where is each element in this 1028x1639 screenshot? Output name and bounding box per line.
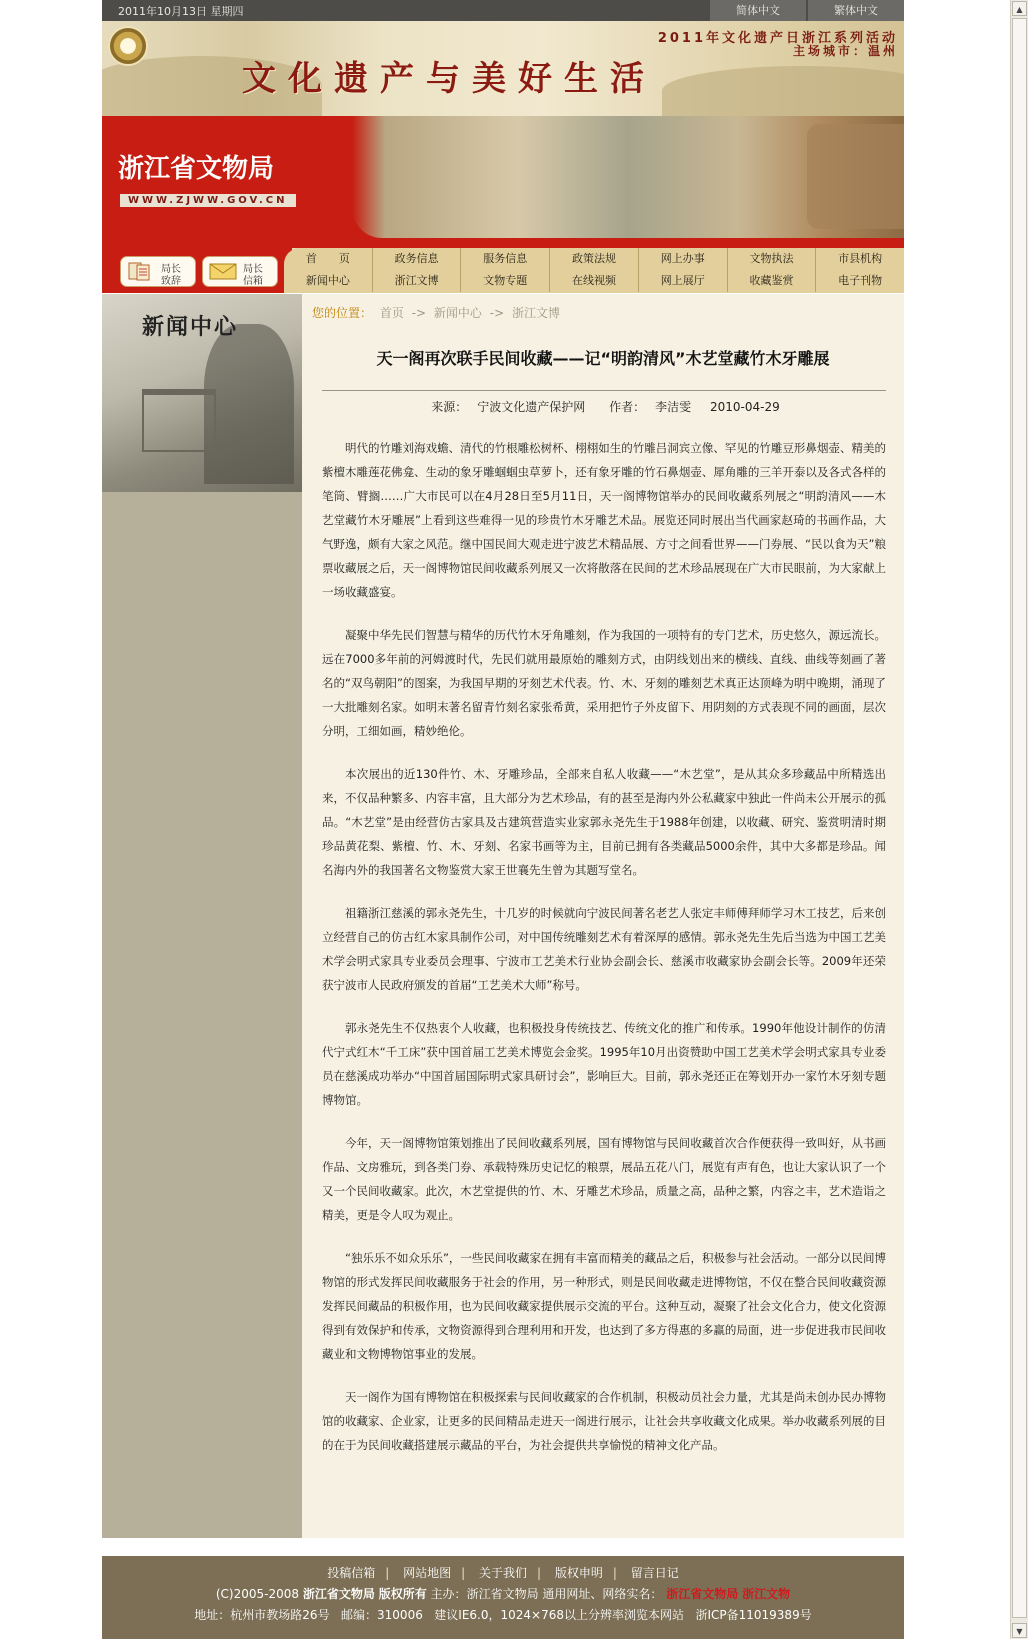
simplified-chinese-link[interactable]: 简体中文 — [710, 0, 806, 21]
nav-news-center[interactable]: 新闻中心 — [284, 270, 373, 292]
banner-subtitle: 2011年文化遗产日浙江系列活动 — [657, 31, 898, 46]
nav-online-services[interactable]: 网上办事 — [639, 248, 728, 270]
site-footer — [102, 1556, 904, 1639]
site-header — [102, 116, 904, 248]
navigation-area — [102, 248, 904, 293]
article-paragraph: 祖籍浙江慈溪的郭永尧先生，十几岁的时候就向宁波民间著名老艺人张定丰师傅拜师学习木工技艺，后来创立经营自己的仿古红木家具制作公司，对中国传统雕刻艺术有着深厚的感情。郭永尧先生先后当选为中国工艺美术学会明式家具专业委员会理事、宁波市工艺美术行业协会副会长、慈溪市收藏家协会副会长等。2009年还荣获宁波市人民政府颁发的首届“工艺美术大师”称号。 — [322, 906, 886, 992]
top-bar — [102, 0, 904, 21]
heritage-day-banner — [102, 21, 904, 116]
nav-collection[interactable]: 收藏鉴赏 — [728, 270, 817, 292]
article-paragraph: 凝聚中华先民们智慧与精华的历代竹木牙角雕刻，作为我国的一项特有的专门艺术，历史悠久，源远流长。远在7000多年前的河姆渡时代，先民们就用最原始的雕刻方式，由阴线划出来的横线、直线、曲线等刻画了著名的“双鸟朝阳”的图案，为我国早期的牙刻艺术代表。竹、木、牙刻的雕刻艺术真正达顶峰为明中晚期，涌现了一大批雕刻名家。如明末著名留青竹刻名家张希黄，采用把竹子外皮留下、用阴刻的方式表现不同的画面，层次分明，工细如画，精妙绝伦。 — [322, 628, 886, 738]
nav-service-info[interactable]: 服务信息 — [461, 248, 550, 270]
director-mailbox-label-2: 信箱 — [243, 276, 263, 287]
envelope-icon — [209, 262, 237, 281]
footer-links: 投稿信箱 | 网站地图 | 关于我们 | 版权申明 | 留言日记 — [327, 1566, 679, 1580]
article-date: 2010-04-29 — [709, 400, 780, 414]
article-panel — [302, 294, 904, 1538]
article-paragraph: 郭永尧先生不仅热衷个人收藏，也积极投身传统技艺、传统文化的推广和传承。1990年他设计制作的仿清代宁式红木“千工床”获中国首届工艺美术博览会金奖。1995年10月出资赞助中国工艺美术学会明式家具专业委员在慈溪成功举办“中国首届国际明式家具研讨会”，影响巨大。目前，郭永尧还正在筹划开办一家竹木牙刻专题博物馆。 — [322, 1021, 886, 1107]
nav-government-info[interactable]: 政务信息 — [373, 248, 462, 270]
director-speech-label-2: 致辞 — [161, 276, 181, 287]
breadcrumb-zhejiang-museums[interactable]: 浙江文博 — [511, 306, 560, 320]
news-center-header-image — [102, 294, 302, 492]
footer-link-submission[interactable]: 投稿信箱 — [327, 1566, 376, 1580]
scroll-down-icon[interactable]: ▼ — [1012, 1623, 1027, 1638]
sponsor: 浙江省文物局 — [466, 1587, 539, 1601]
article-source: 宁波文化遗产保护网 — [477, 400, 586, 414]
nav-home[interactable]: 首 页 — [284, 248, 373, 270]
left-sidebar — [102, 294, 302, 1538]
traditional-chinese-link[interactable]: 繁体中文 — [808, 0, 904, 21]
breadcrumb-label: 您的位置： — [312, 306, 373, 320]
copyright-org: 浙江省文物局 — [302, 1587, 375, 1601]
article-meta — [302, 398, 904, 415]
title-divider — [322, 390, 886, 391]
pavilion-decoration — [142, 389, 216, 452]
scroll-up-icon[interactable]: ▲ — [1012, 1, 1027, 16]
menu-row-1 — [284, 248, 904, 270]
article-paragraph: 天一阁作为国有博物馆在积极探索与民间收藏家的合作机制，积极动员社会力量，尤其是尚未创办民办博物馆的收藏家、企业家，让更多的民间精品走进天一阁进行展示，让社会共享收藏文化成果。举办收藏系列展的目的在于为民间收藏搭建展示藏品的平台，为社会提供共享愉悦的精神文化产品。 — [322, 1390, 886, 1452]
nav-local-agencies[interactable]: 市县机构 — [838, 252, 883, 265]
nav-zhejiang-museums[interactable]: 浙江文博 — [373, 270, 462, 292]
footer-link-guestbook[interactable]: 留言日记 — [630, 1566, 679, 1580]
nav-online-video[interactable]: 在线视频 — [550, 270, 639, 292]
site-logo-name[interactable]: 浙江省文物局 — [118, 154, 275, 184]
network-name-2: 浙江文物 — [742, 1587, 791, 1601]
footer-address: 地址：杭州市教场路26号 — [194, 1608, 330, 1622]
banner-host-city: 主场城市：温州 — [792, 44, 898, 58]
footer-contact — [102, 1606, 904, 1623]
footer-browser-tip: 建议IE6.0，1024×768以上分辨率浏览本网站 — [434, 1608, 685, 1622]
article-title: 天一阁再次联手民间收藏——记“明韵清风”木艺堂藏竹木牙雕展 — [376, 349, 830, 368]
director-speech-label-1: 局长 — [161, 264, 181, 275]
sidebar-title: 新闻中心 — [142, 314, 239, 340]
breadcrumb-news-center[interactable]: 新闻中心 — [433, 306, 482, 320]
footer-link-sitemap[interactable]: 网站地图 — [403, 1566, 452, 1580]
header-artwork — [352, 116, 904, 238]
director-buttons — [102, 248, 292, 293]
footer-postcode: 邮编：310006 — [341, 1608, 423, 1622]
nav-online-exhibition[interactable]: 网上展厅 — [639, 270, 728, 292]
footer-copyright — [102, 1585, 904, 1602]
source-label: 来源： — [431, 400, 468, 414]
article-paragraph: 本次展出的近130件竹、木、牙雕珍品，全部来自私人收藏——“木艺堂”，是从其众多珍藏品中所精选出来，不仅品种繁多、内容丰富，且大部分为艺术珍品，有的甚至是海内外公私藏家中独此一件尚未公开展示的孤品。“木艺堂”是由经营仿古家具及古建筑营造实业家郭永尧先生于1988年创建，以收藏、研究、鉴赏明清时期珍品黄花梨、紫檀、竹、木、牙刻、名家书画等为主，目前已拥有各类藏品5000余件，其中大多都是珍品。闻名海内外的我国著名文物鉴赏大家王世襄先生曾为其题写堂名。 — [322, 767, 886, 877]
document-icon — [127, 262, 155, 281]
director-mailbox-label-1: 局长 — [243, 264, 263, 275]
article-body — [322, 436, 886, 1476]
heritage-emblem-icon — [108, 26, 148, 66]
breadcrumb-separator: -> — [411, 306, 427, 320]
breadcrumb-separator: -> — [489, 306, 505, 320]
sponsor-label: 主办： — [430, 1587, 467, 1601]
network-names-label: 通用网址、网络实名： — [542, 1587, 663, 1601]
bronze-mask-image — [807, 124, 904, 229]
nav-e-journal[interactable]: 电子刊物 — [838, 274, 883, 287]
site-url: WWW.ZJWW.GOV.CN — [120, 194, 296, 207]
current-date: 2011年10月13日 星期四 — [118, 5, 244, 18]
landscape-decoration — [662, 66, 904, 116]
nav-enforcement[interactable]: 文物执法 — [728, 248, 817, 270]
network-name-1: 浙江省文物局 — [666, 1587, 739, 1601]
pine-tree-decoration — [204, 324, 294, 484]
article-author: 李洁雯 — [655, 400, 692, 414]
page-wrapper — [102, 0, 904, 1639]
article-paragraph: 今年，天一阁博物馆策划推出了民间收藏系列展，国有博物馆与民间收藏首次合作便获得一致叫好，从书画作品、文房雅玩，到各类门券、承载特殊历史记忆的粮票，展品五花八门，展览有声有色，也让大家认识了一个又一个民间收藏家。此次，木艺堂提供的竹、木、牙雕艺术珍品，质量之高，品种之繁，内容之丰，艺术造诣之精美，更是令人叹为观止。 — [322, 1136, 886, 1222]
footer-icp: 浙ICP备11019389号 — [695, 1608, 812, 1622]
breadcrumb-home[interactable]: 首页 — [379, 306, 404, 320]
director-mailbox-button[interactable] — [202, 256, 278, 287]
footer-link-copyright[interactable]: 版权申明 — [554, 1566, 603, 1580]
main-menu — [284, 248, 904, 293]
banner-title: 文化遗产与美好生活 — [242, 59, 656, 99]
copyright-years: (C)2005-2008 — [215, 1587, 300, 1601]
menu-row-2 — [284, 270, 904, 292]
nav-topics[interactable]: 文物专题 — [461, 270, 550, 292]
scroll-thumb[interactable] — [1012, 18, 1027, 1618]
nav-policies[interactable]: 政策法规 — [550, 248, 639, 270]
author-label: 作者： — [609, 400, 646, 414]
article-paragraph: 明代的竹雕刘海戏蟾、清代的竹根雕松树杯、栩栩如生的竹雕吕洞宾立像、罕见的竹雕豆形鼻烟壶、精美的紫檀木雕莲花佛龛、生动的象牙雕蝈蝈虫草萝卜，还有象牙雕的竹石鼻烟壶、犀角雕的三羊开泰以及各式各样的笔筒、臂搁……广大市民可以在4月28日至5月11日，天一阁博物馆举办的民间收藏系列展之“明韵清风——木艺堂藏竹木牙雕展”上看到这些难得一见的珍贵竹木牙雕艺术品。展览还同时展出当代画家赵琦的书画作品，大气野逸，颇有大家之风范。继中国民间大观走进宁波艺术精品展、方寸之间看世界——门券展、“民以食为天”粮票收藏展之后，天一阁博物馆民间收藏系列展又一次将散落在民间的艺术珍品展现在广大市民眼前，为大家献上一场收藏盛宴。 — [322, 441, 886, 599]
breadcrumb — [312, 304, 564, 321]
footer-link-about[interactable]: 关于我们 — [478, 1566, 527, 1580]
vertical-scrollbar[interactable] — [1010, 0, 1028, 1639]
copyright-rights: 版权所有 — [378, 1587, 427, 1601]
director-speech-button[interactable] — [120, 256, 196, 287]
article-paragraph: “独乐乐不如众乐乐”，一些民间收藏家在拥有丰富而精美的藏品之后，积极参与社会活动。一部分以民间博物馆的形式发挥民间收藏服务于社会的作用，另一种形式，则是民间收藏走进博物馆，不仅在整合民间收藏资源发挥民间藏品的积极作用，也为民间收藏家提供展示交流的平台。这种互动，凝聚了社会文化合力，使文化资源得到有效保护和传承，文物资源得到合理利用和开发，也达到了多方得惠的多赢的局面，进一步促进我市民间收藏业和文物博物馆事业的发展。 — [322, 1251, 886, 1361]
